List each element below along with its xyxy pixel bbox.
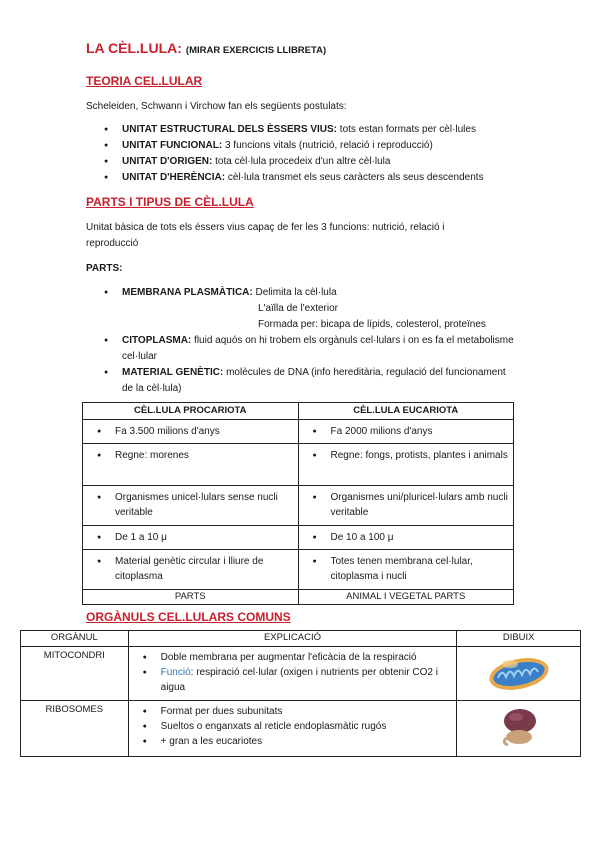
organuls-table <box>20 630 581 757</box>
table-row: ● De 1 a 10 μ ● De 10 a 100 μ <box>83 526 514 550</box>
list-item: ● UNITAT FUNCIONAL: 3 funcions vitals (nutrició, relació i reproducció) <box>86 138 484 154</box>
list-item: ● UNITAT ESTRUCTURAL DELS ÈSSERS VIUS: tots estan formats per cèl·lules <box>86 122 484 138</box>
parts-list <box>86 285 516 397</box>
header-eucariota: CÈL.LULA EUCARIOTA <box>298 403 514 420</box>
parts-label: PARTS: <box>86 263 123 274</box>
table-row: ● Fa 3.500 milions d'anys ● Fa 2000 milions d'anys <box>83 420 514 444</box>
postulats-list <box>86 122 484 186</box>
teoria-intro: Scheleiden, Schwann i Virchow fan els següents postulats: <box>86 101 347 112</box>
heading-parts: PARTS I TIPUS DE CÈL.LULA <box>86 195 254 209</box>
list-item-citoplasma: ● CITOPLASMA: fluid aquós on hi trobem els orgànuls cel·lulars i on es fa el metabolisme cel·lular <box>86 333 516 365</box>
parts-intro: Unitat bàsica de tots els éssers vius capaç de fer les 3 funcions: nutrició, relació i reproducció <box>86 222 445 249</box>
cell-comparison-table <box>82 402 514 605</box>
header-explicacio: EXPLICACIÓ <box>128 631 457 647</box>
organul-name: MITOCONDRI <box>21 647 129 701</box>
table-row: ● Material genètic circular i lliure de citoplasma ● Totes tenen membrana cel·lular, citoplasma i nucli <box>83 550 514 590</box>
heading-teoria: TEORIA CEL.LULAR <box>86 74 203 88</box>
title-subtitle: (MIRAR EXERCICIS LLIBRETA) <box>185 45 327 56</box>
table-row: MITOCONDRI ● Doble membrana per augmentar l'eficàcia de la respiració ● Funció: respiració cel·lular (oxigen i nutrients per obtenir CO2 i aigua <box>21 647 581 701</box>
list-item: ● UNITAT D'HERÈNCIA: cèl·lula transmet els seus caràcters als seus descendents <box>86 170 484 186</box>
ribosome-illustration <box>494 705 544 749</box>
list-item: ● UNITAT D'ORIGEN: tota cèl·lula procedeix d'un altre cèl·lula <box>86 154 484 170</box>
organul-name: RIBOSOMES <box>21 701 129 757</box>
mitochondrion-illustration <box>486 650 552 694</box>
page-title <box>86 40 326 56</box>
list-item-membrana: ● MEMBRANA PLASMÀTICA: Delimita la cèl·lula L'aïlla de l'exterior Formada per: bicapa de lípids, colesterol, proteïnes <box>86 285 516 333</box>
header-procariota: CÈL.LULA PROCARIOTA <box>83 403 299 420</box>
table-row: ● Regne: morenes ● Regne: fongs, protists, plantes i animals <box>83 444 514 486</box>
table-row: ● Organismes unicel·lulars sense nucli veritable ● Organismes uni/pluricel·lulars amb nucli veritable <box>83 486 514 526</box>
table-footer-row: PARTS ANIMAL I VEGETAL PARTS <box>83 590 514 605</box>
table-row: RIBOSOMES ● Format per dues subunitats ● Sueltos o enganxats al reticle endoplasmàtic rugós ● + gran a les eucariotes <box>21 701 581 757</box>
list-item-material: ● MATERIAL GENÈTIC: molècules de DNA (info hereditària, regulació del funcionament de la cèl·lula) <box>86 365 516 397</box>
title-main: LA CÈL.LULA: <box>86 40 182 56</box>
heading-organuls: ORGÀNULS CEL.LULARS COMUNS <box>86 610 291 624</box>
header-dibuix: DIBUIX <box>457 631 581 647</box>
header-organul: ORGÀNUL <box>21 631 129 647</box>
